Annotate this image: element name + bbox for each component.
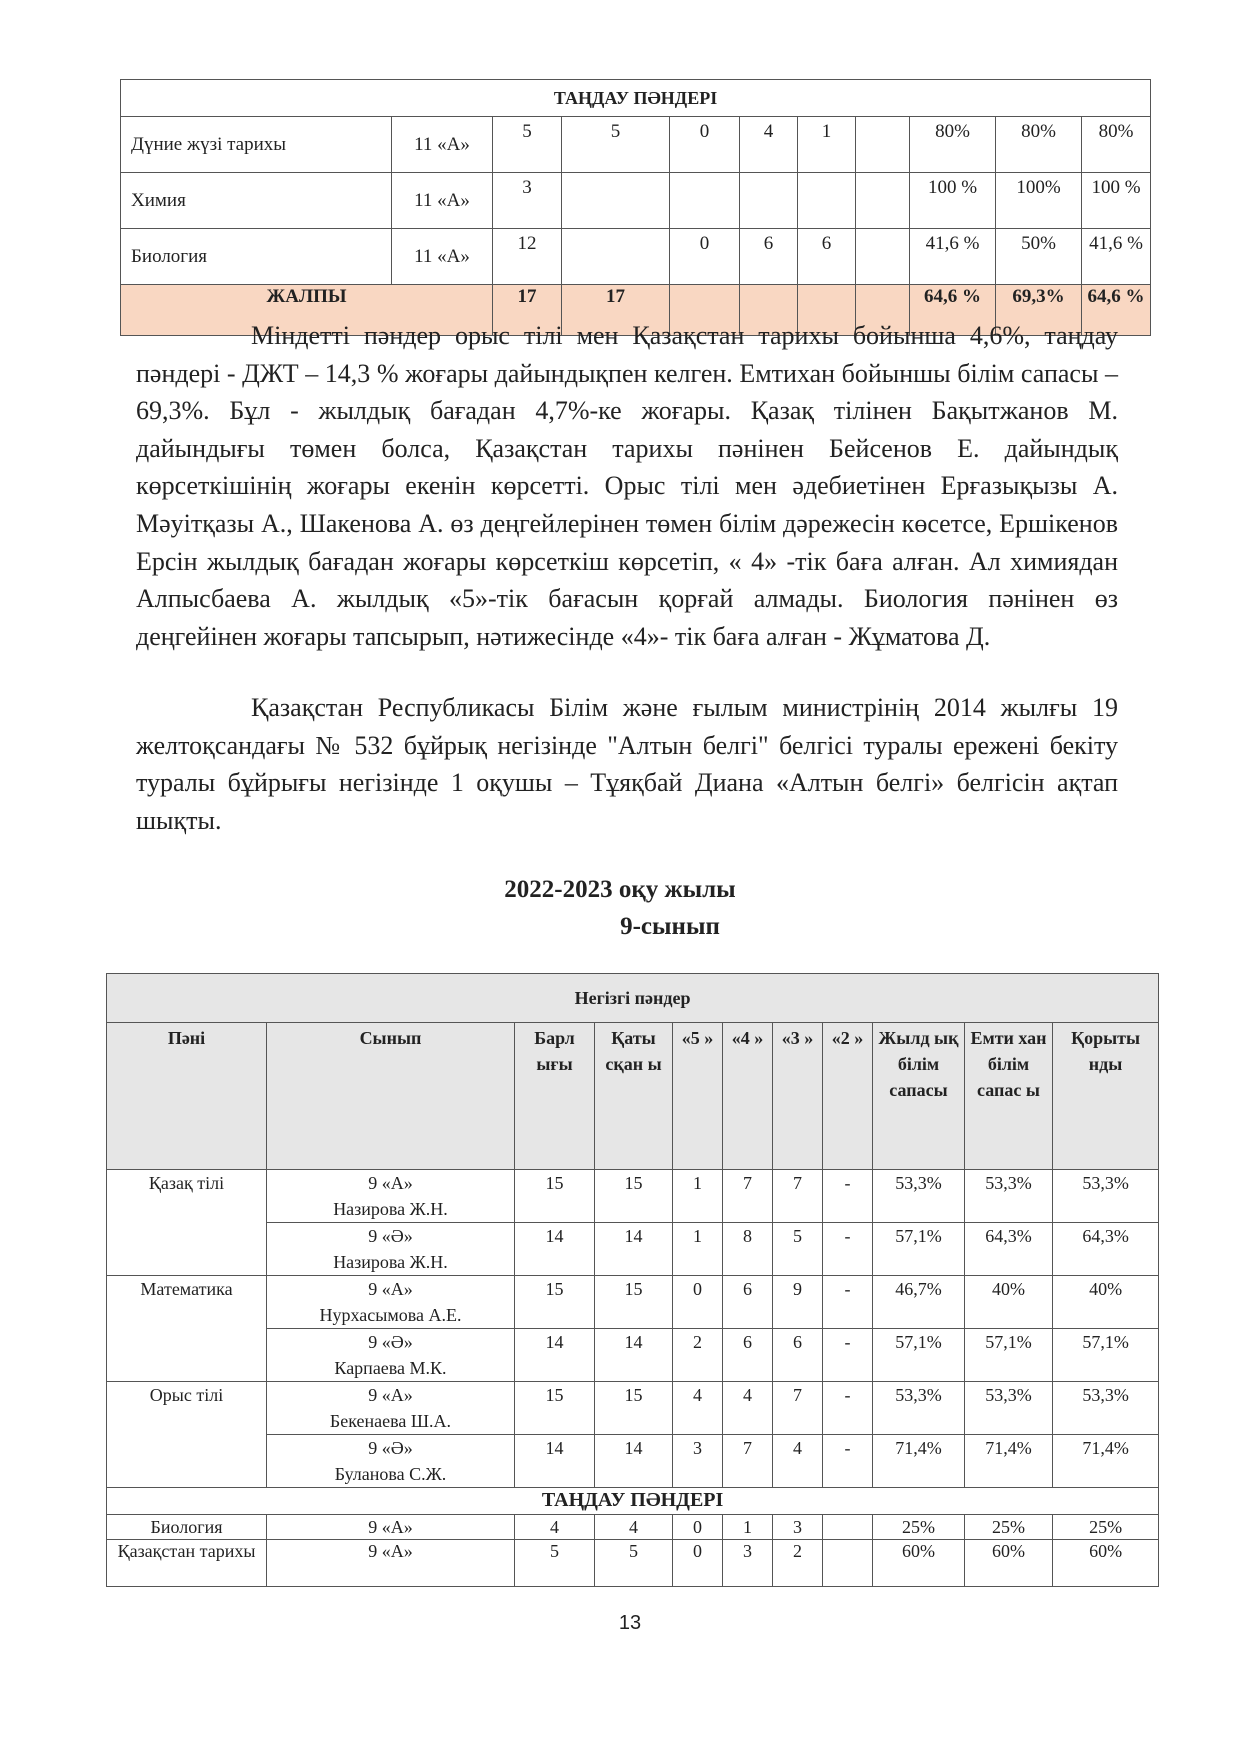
table-row (121, 117, 1151, 173)
class-cell (267, 1276, 515, 1329)
quality-cell: 25% (873, 1515, 965, 1540)
year-heading: 2022-2023 оқу жылы (504, 876, 736, 903)
total-label: ЖАЛПЫ (121, 285, 493, 336)
quality-cell: 71,4% (965, 1435, 1053, 1488)
class-label: 9 «Ә» (368, 1438, 413, 1458)
value-cell: 0 (673, 1540, 723, 1587)
quality-cell: 64,3% (965, 1223, 1053, 1276)
group-title: Негізгі пәндер (107, 974, 1159, 1023)
col-header-grade5: «5 » (673, 1023, 723, 1170)
teacher-name: Назирова Ж.Н. (333, 1252, 448, 1272)
value-cell (856, 173, 910, 229)
quality-cell: 25% (1053, 1515, 1159, 1540)
class-label: 9 «А» (368, 1173, 413, 1193)
class-label: 9 «А» (368, 1279, 413, 1299)
col-header-exam: Емти хан білім сапас ы (965, 1023, 1053, 1170)
class-cell: 11 «А» (392, 173, 493, 229)
value-cell: 15 (515, 1170, 595, 1223)
value-cell: 4 (740, 117, 798, 173)
value-cell (856, 229, 910, 285)
subject-cell: Биология (107, 1515, 267, 1540)
value-cell: 12 (493, 229, 562, 285)
value-cell: 3 (773, 1515, 823, 1540)
value-cell: 0 (673, 1515, 723, 1540)
quality-cell: 53,3% (873, 1382, 965, 1435)
total-value: 17 (493, 285, 562, 336)
quality-cell: 57,1% (1053, 1329, 1159, 1382)
quality-cell: 60% (873, 1540, 965, 1587)
quality-cell: 41,6 % (910, 229, 996, 285)
subject-cell: Қазақ тілі (107, 1170, 267, 1276)
total-quality: 69,3% (996, 285, 1082, 336)
table-row (107, 1276, 1159, 1329)
header-row (107, 1023, 1159, 1170)
col-header-grade4: «4 » (723, 1023, 773, 1170)
subject-cell: Химия (121, 173, 392, 229)
class-cell: 9 «А» (267, 1540, 515, 1587)
teacher-name: Карпаева М.К. (334, 1358, 447, 1378)
quality-cell: 64,3% (1053, 1223, 1159, 1276)
class-cell: 11 «А» (392, 117, 493, 173)
class-cell: 9 «А» (267, 1515, 515, 1540)
quality-cell: 40% (1053, 1276, 1159, 1329)
value-cell (670, 173, 740, 229)
value-cell: 1 (723, 1515, 773, 1540)
value-cell (562, 173, 670, 229)
value-cell: 3 (673, 1435, 723, 1488)
col-header-total: Барл ығы (515, 1023, 595, 1170)
elective-title: ТАҢДАУ ПӘНДЕРІ (107, 1488, 1159, 1515)
value-cell (798, 173, 856, 229)
quality-cell: 53,3% (965, 1382, 1053, 1435)
value-cell: 1 (798, 117, 856, 173)
value-cell: 14 (515, 1329, 595, 1382)
col-header-annual: Жылд ық білім сапасы (873, 1023, 965, 1170)
teacher-name: Бекенаева Ш.А. (329, 1411, 452, 1431)
class-cell (267, 1382, 515, 1435)
value-cell: 6 (773, 1329, 823, 1382)
value-cell: 1 (673, 1223, 723, 1276)
quality-cell: 71,4% (1053, 1435, 1159, 1488)
value-cell: 15 (595, 1276, 673, 1329)
value-cell: - (823, 1329, 873, 1382)
value-cell (856, 117, 910, 173)
quality-cell: 25% (965, 1515, 1053, 1540)
value-cell: 15 (515, 1382, 595, 1435)
quality-cell: 53,3% (873, 1170, 965, 1223)
value-cell: 14 (595, 1329, 673, 1382)
table-row (107, 1515, 1159, 1540)
quality-cell: 80% (910, 117, 996, 173)
value-cell: 4 (595, 1515, 673, 1540)
quality-cell: 80% (1082, 117, 1151, 173)
value-cell: 5 (773, 1223, 823, 1276)
subject-cell: Дүние жүзі тарихы (121, 117, 392, 173)
value-cell: 15 (515, 1276, 595, 1329)
value-cell: 7 (773, 1170, 823, 1223)
value-cell: 5 (562, 117, 670, 173)
quality-cell: 80% (996, 117, 1082, 173)
value-cell: 1 (673, 1170, 723, 1223)
value-cell: 5 (493, 117, 562, 173)
total-quality: 64,6 % (910, 285, 996, 336)
quality-cell: 46,7% (873, 1276, 965, 1329)
quality-cell: 60% (965, 1540, 1053, 1587)
value-cell: 14 (515, 1435, 595, 1488)
value-cell: 3 (493, 173, 562, 229)
grade-heading: 9-сынып (620, 913, 720, 940)
table-row (107, 1170, 1159, 1223)
results-paragraph: Міндетті пәндер орыс тілі мен Қазақстан тарихы бойынша 4,6%, таңдау пәндері - ДЖТ – 14,3 % жоғары дайындықпен келген. Емтихан бойыншы білім сапасы – 69,3%. Бұл - жылдық бағадан 4,7%-ке жоғары. Қазақ тілінен Бақытжанов М. дайындығы төмен болса, Қазақстан тарихы пәнінен Бейсенов Е. дайындық көрсеткішінің жоғары екенін көрсетті. Орыс тілі мен әдебиетінен Ерғазықызы А. Мәуітқазы А., Шакенова А. өз деңгейлерінен төмен білім дәрежесін көсетсе, Ершікенов Ерсін жылдық бағадан жоғары көрсеткіш көрсетіп, « 4» -тік баға алған. Ал химиядан Алпысбаева А. жылдық «5»-тік бағасын қорғай алмады. Биология пәнінен өз деңгейінен жоғары тапсырып, нәтижесінде «4»- тік баға алған - Жұматова Д. (136, 321, 1118, 651)
quality-cell: 57,1% (965, 1329, 1053, 1382)
quality-cell: 50% (996, 229, 1082, 285)
value-cell: 9 (773, 1276, 823, 1329)
class-cell: 11 «А» (392, 229, 493, 285)
value-cell: 7 (723, 1435, 773, 1488)
total-quality: 64,6 % (1082, 285, 1151, 336)
value-cell: 4 (515, 1515, 595, 1540)
class-cell (267, 1223, 515, 1276)
value-cell: 7 (773, 1382, 823, 1435)
quality-cell: 100 % (910, 173, 996, 229)
quality-cell: 57,1% (873, 1329, 965, 1382)
total-value: 17 (562, 285, 670, 336)
value-cell: 0 (673, 1276, 723, 1329)
quality-cell: 100% (996, 173, 1082, 229)
quality-cell: 40% (965, 1276, 1053, 1329)
table-row (121, 173, 1151, 229)
col-header-attended: Қаты сқан ы (595, 1023, 673, 1170)
quality-cell: 53,3% (1053, 1170, 1159, 1223)
value-cell: 4 (673, 1382, 723, 1435)
elective-subjects-table-11 (120, 79, 1151, 336)
col-header-grade3: «3 » (773, 1023, 823, 1170)
subject-cell: Қазақстан тарихы (107, 1540, 267, 1587)
value-cell: 0 (670, 229, 740, 285)
grade9-results-table (106, 973, 1159, 1587)
value-cell: - (823, 1435, 873, 1488)
subject-cell: Математика (107, 1276, 267, 1382)
value-cell: 14 (595, 1223, 673, 1276)
class-label: 9 «А» (368, 1385, 413, 1405)
value-cell: 15 (595, 1170, 673, 1223)
quality-cell: 71,4% (873, 1435, 965, 1488)
table-row (107, 1382, 1159, 1435)
col-header-subject: Пәні (107, 1023, 267, 1170)
quality-cell: 53,3% (1053, 1382, 1159, 1435)
value-cell (823, 1540, 873, 1587)
value-cell (823, 1515, 873, 1540)
subject-cell: Орыс тілі (107, 1382, 267, 1488)
value-cell: - (823, 1223, 873, 1276)
value-cell: 5 (595, 1540, 673, 1587)
teacher-name: Нурхасымова А.Е. (319, 1305, 462, 1325)
section-title: ТАҢДАУ ПӘНДЕРІ (121, 80, 1151, 117)
value-cell: 2 (773, 1540, 823, 1587)
teacher-name: Буланова С.Ж. (334, 1464, 447, 1484)
value-cell: 4 (723, 1382, 773, 1435)
value-cell (740, 173, 798, 229)
class-label: 9 «Ә» (368, 1226, 413, 1246)
value-cell: 14 (595, 1435, 673, 1488)
value-cell: - (823, 1382, 873, 1435)
table-row (121, 229, 1151, 285)
value-cell: 6 (723, 1276, 773, 1329)
value-cell: 8 (723, 1223, 773, 1276)
value-cell: 14 (515, 1223, 595, 1276)
value-cell: 6 (723, 1329, 773, 1382)
col-header-class: Сынып (267, 1023, 515, 1170)
class-cell (267, 1435, 515, 1488)
value-cell: 7 (723, 1170, 773, 1223)
quality-cell: 53,3% (965, 1170, 1053, 1223)
value-cell: 15 (595, 1382, 673, 1435)
col-header-grade2: «2 » (823, 1023, 873, 1170)
value-cell: 3 (723, 1540, 773, 1587)
value-cell: 5 (515, 1540, 595, 1587)
value-cell: 6 (798, 229, 856, 285)
value-cell: 6 (740, 229, 798, 285)
quality-cell: 60% (1053, 1540, 1159, 1587)
value-cell: 0 (670, 117, 740, 173)
table-row (107, 1540, 1159, 1587)
page-number: 13 (618, 1612, 642, 1634)
value-cell: 2 (673, 1329, 723, 1382)
value-cell: - (823, 1170, 873, 1223)
award-paragraph: Қазақстан Республикасы Білім және ғылым министрінің 2014 жылғы 19 желтоқсандағы № 532 бұйрық негізінде "Алтын белгі" белгісі туралы ережені бекіту туралы бұйрығы негізінде 1 оқушы – Тұяқбай Диана «Алтын белгі» белгісін ақтап шықты. (136, 693, 1118, 835)
col-header-final: Қорыты нды (1053, 1023, 1159, 1170)
quality-cell: 100 % (1082, 173, 1151, 229)
teacher-name: Назирова Ж.Н. (333, 1199, 448, 1219)
value-cell: 4 (773, 1435, 823, 1488)
subject-cell: Биология (121, 229, 392, 285)
quality-cell: 41,6 % (1082, 229, 1151, 285)
quality-cell: 57,1% (873, 1223, 965, 1276)
class-cell (267, 1170, 515, 1223)
value-cell: - (823, 1276, 873, 1329)
class-cell (267, 1329, 515, 1382)
value-cell (562, 229, 670, 285)
class-label: 9 «Ә» (368, 1332, 413, 1352)
